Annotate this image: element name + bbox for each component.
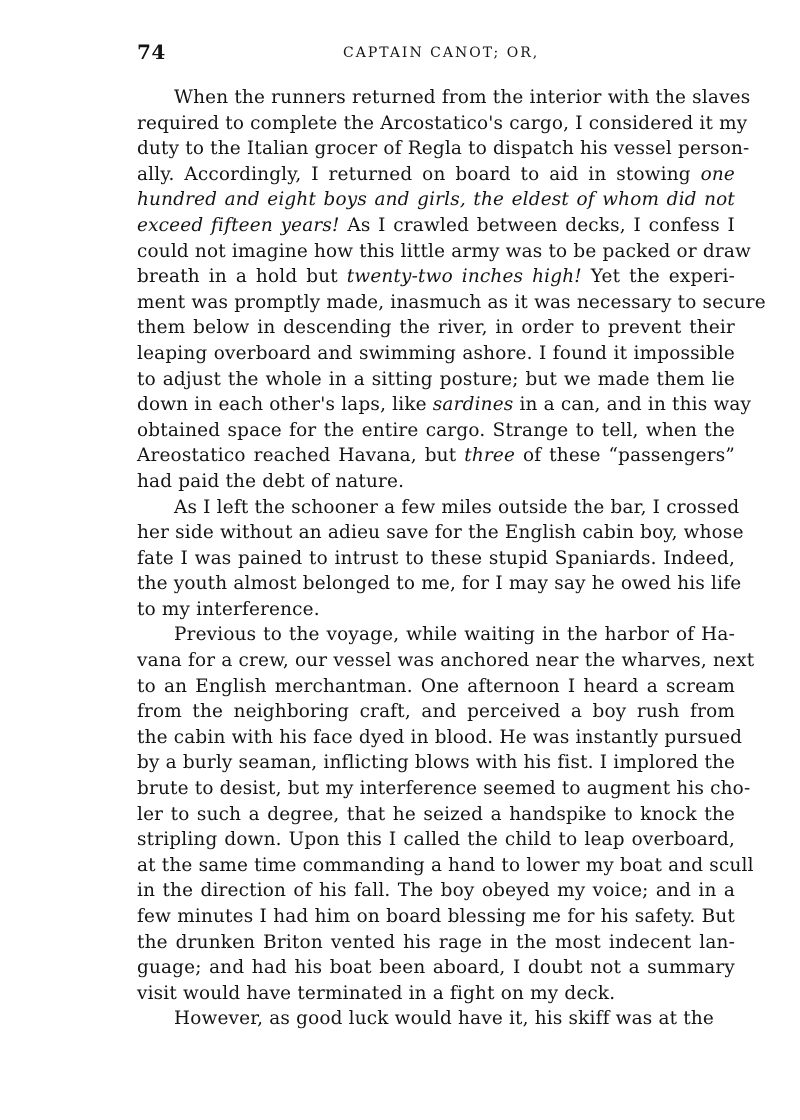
text-line bbox=[137, 981, 735, 1007]
text-line bbox=[137, 597, 735, 623]
italic-text: sardines bbox=[432, 394, 514, 416]
text-line bbox=[137, 622, 735, 648]
paragraph bbox=[137, 495, 744, 623]
text-run: leaping overboard and swimming ashore. I found it impossible bbox=[137, 342, 735, 364]
paragraph bbox=[137, 622, 755, 1006]
page-number: 74 bbox=[137, 40, 166, 64]
italic-text: one bbox=[700, 163, 735, 185]
text-run: duty to the Italian grocer of Regla to dispatch his vessel person- bbox=[137, 138, 750, 160]
text-line bbox=[137, 392, 752, 418]
text-line bbox=[137, 802, 735, 828]
text-line bbox=[137, 930, 735, 956]
text-line bbox=[137, 290, 766, 316]
text-run: down in each other's laps, like bbox=[137, 394, 433, 416]
text-run: ment was promptly made, inasmuch as it was necessary to secure bbox=[137, 291, 766, 313]
text-run: few minutes I had him on board blessing me for his safety. But bbox=[137, 906, 735, 927]
text-line bbox=[137, 85, 751, 111]
text-run: brute to desist, but my interference seemed to augment his cho- bbox=[137, 778, 751, 800]
text-run: required to complete the Arcostatico's cargo, I considered it my bbox=[137, 112, 748, 134]
text-run: breath in a hold but bbox=[137, 266, 347, 288]
text-line bbox=[137, 418, 735, 444]
text-line bbox=[137, 904, 735, 930]
text-run: the cabin with his face dyed in blood. He was instantly pursued bbox=[137, 726, 743, 748]
text-run: As I left the schooner a few miles outside the bar, I crossed bbox=[174, 496, 740, 518]
text-run: fate I was pained to intrust to these stupid Spaniards. Indeed, bbox=[137, 547, 735, 569]
text-run: in the direction of his fall. The boy obeyed my voice; and in a bbox=[137, 880, 735, 902]
text-run: to my interference. bbox=[137, 598, 320, 620]
text-run: As I crawled between decks, I confess I bbox=[339, 214, 735, 236]
text-line bbox=[137, 1006, 735, 1032]
text-run: to an English merchantman. One afternoon I heard a scream bbox=[137, 675, 735, 697]
text-run: by a burly seaman, inflicting blows with his fist. I implored the bbox=[137, 752, 736, 774]
text-line bbox=[137, 699, 735, 725]
text-run: the drunken Briton vented his rage in the most indecent lan- bbox=[137, 931, 735, 953]
text-run: Yet the experi- bbox=[581, 266, 735, 288]
text-run: Areostatico reached Havana, but bbox=[137, 445, 465, 467]
text-line bbox=[137, 469, 735, 495]
text-line bbox=[137, 878, 735, 904]
text-run: stripling down. Upon this I called the child to leap overboard, bbox=[137, 829, 735, 851]
text-line bbox=[137, 367, 735, 393]
text-run: obtained space for the entire cargo. Strange to tell, when the bbox=[137, 419, 735, 441]
text-line bbox=[137, 443, 735, 469]
text-run: vana for a crew, our vessel was anchored near the wharves, next bbox=[137, 650, 755, 672]
text-run: Previous to the voyage, while waiting in the harbor of Ha- bbox=[174, 624, 735, 646]
text-line bbox=[137, 264, 735, 290]
text-run: guage; and had his boat been aboard, I doubt not a summary bbox=[137, 957, 735, 979]
text-run: the youth almost belonged to me, for I may say he owed his life bbox=[137, 573, 742, 595]
text-run: them below in descending the river, in order to prevent their bbox=[137, 317, 735, 339]
text-line bbox=[137, 187, 735, 213]
text-line bbox=[137, 520, 744, 546]
italic-text: hundred and eight boys and girls, the eldest of whom did not bbox=[137, 189, 735, 211]
text-line bbox=[137, 315, 735, 341]
text-line bbox=[137, 725, 743, 751]
text-run: to adjust the whole in a sitting posture; but we made them lie bbox=[137, 368, 735, 390]
text-run: ler to such a degree, that he seized a handspike to knock the bbox=[137, 803, 735, 825]
text-run: at the same time commanding a hand to lower my boat and scull bbox=[137, 854, 754, 876]
text-line bbox=[137, 341, 735, 367]
text-line bbox=[137, 546, 735, 572]
text-line bbox=[137, 111, 748, 137]
text-run: visit would have terminated in a fight on my deck. bbox=[137, 982, 616, 1004]
text-line bbox=[137, 853, 754, 879]
text-line bbox=[137, 162, 735, 188]
text-run: of these “passengers” bbox=[515, 445, 735, 467]
text-run: could not imagine how this little army was to be packed or draw bbox=[137, 240, 751, 262]
paragraph bbox=[137, 85, 766, 495]
text-line bbox=[137, 136, 750, 162]
body-text bbox=[137, 85, 766, 1032]
text-line bbox=[137, 213, 735, 239]
text-line bbox=[137, 239, 751, 265]
text-line bbox=[137, 571, 742, 597]
text-line bbox=[137, 495, 740, 521]
italic-text: exceed fifteen years! bbox=[137, 214, 340, 236]
italic-text: three bbox=[464, 445, 516, 467]
italic-text: twenty-two inches high! bbox=[346, 266, 582, 288]
paragraph bbox=[137, 1006, 735, 1032]
text-line bbox=[137, 750, 735, 776]
text-run: had paid the debt of nature. bbox=[137, 470, 405, 492]
text-run: her side without an adieu save for the English cabin boy, whose bbox=[137, 522, 744, 544]
running-head: CAPTAIN CANOT; OR, bbox=[343, 45, 540, 61]
text-run: from the neighboring craft, and perceived a boy rush from bbox=[137, 701, 735, 723]
text-run: in a can, and in this way bbox=[513, 394, 752, 416]
text-line bbox=[137, 674, 735, 700]
text-run: When the runners returned from the interior with the slaves bbox=[174, 87, 751, 108]
text-run: ally. Accordingly, I returned on board to aid in stowing bbox=[137, 163, 701, 185]
text-line bbox=[137, 955, 735, 981]
text-line bbox=[137, 827, 735, 853]
text-run: However, as good luck would have it, his skiff was at the bbox=[174, 1008, 714, 1030]
text-line bbox=[137, 776, 751, 802]
text-line bbox=[137, 648, 755, 674]
